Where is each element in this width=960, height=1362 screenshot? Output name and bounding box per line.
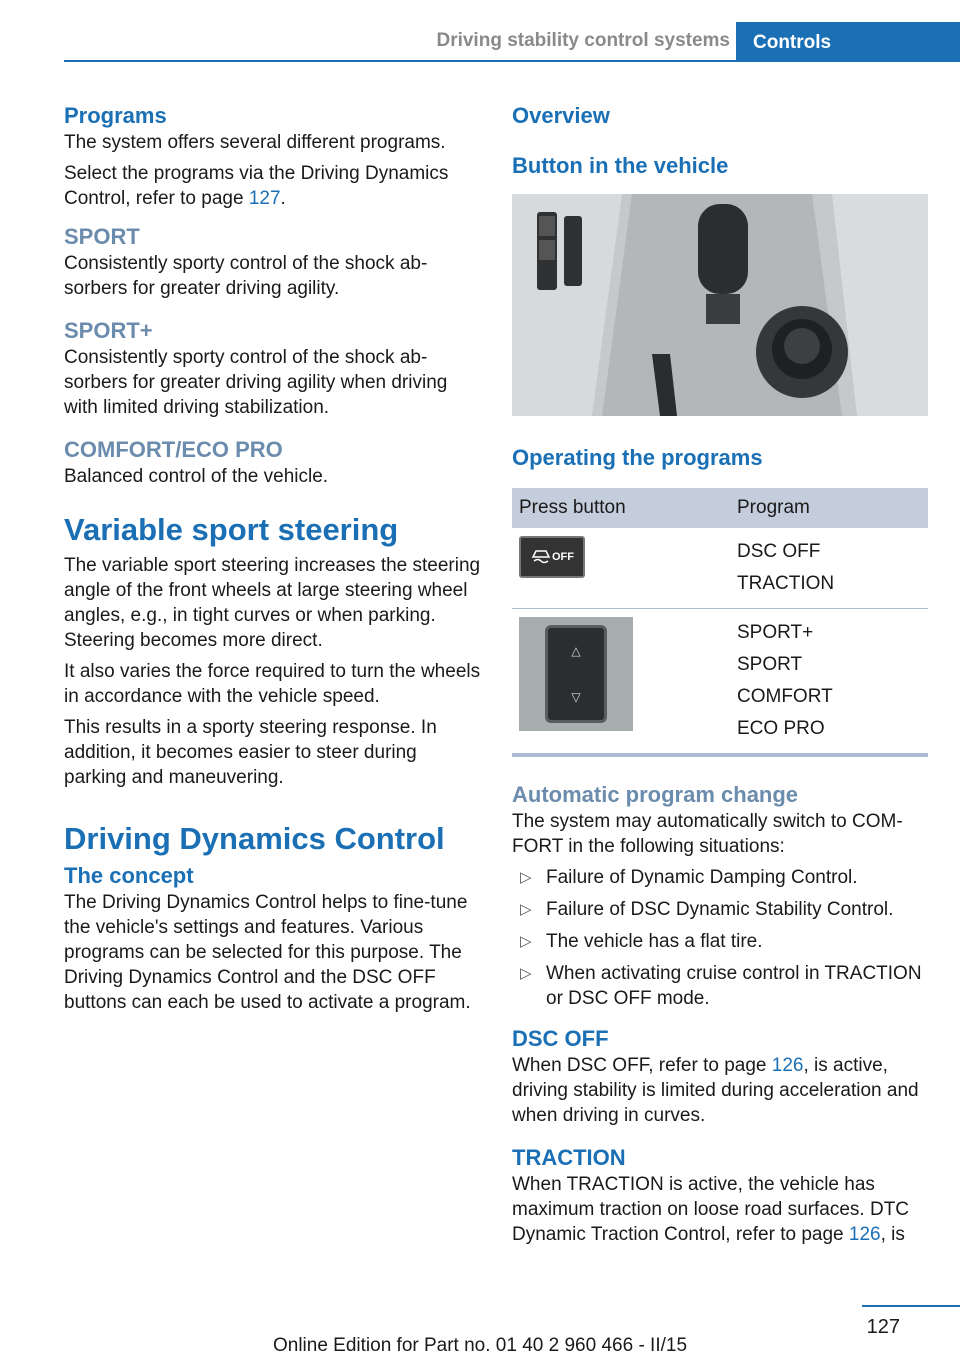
dsc-off-button: OFF — [519, 536, 585, 578]
program-traction: TRACTION — [737, 573, 835, 594]
situations-list — [512, 865, 930, 1011]
console-illustration-icon — [512, 194, 928, 416]
footer-rule — [862, 1305, 960, 1307]
program-eco-pro: ECO PRO — [737, 718, 825, 739]
triangle-bullet-icon: ▷ — [520, 869, 532, 886]
programs-intro: The system offers several different programs. — [64, 132, 446, 153]
page-link-127[interactable]: 127 — [248, 188, 281, 209]
page-link-126[interactable]: 126 — [848, 1224, 881, 1245]
list-item: ▷ When activating cruise control in TRACTION or DSC OFF mode. — [520, 963, 922, 1009]
page-number: 127 — [866, 1316, 900, 1338]
header-rule — [64, 60, 960, 62]
program-sport: SPORT — [737, 654, 803, 675]
vehicle-console-photo — [512, 194, 928, 416]
sportplus-text: Consistently sporty control of the shock absorbers for greater driving agility when driving with limited driving stabilization. — [64, 347, 448, 418]
list-item: ▷ Failure of Dynamic Damping Control. — [520, 867, 858, 888]
operating-programs-heading: Operating the programs — [512, 445, 763, 470]
button-in-vehicle-heading: Button in the vehicle — [512, 153, 729, 178]
program-comfort: COMFORT — [737, 686, 833, 707]
header-chapter-tab: Controls — [736, 22, 960, 62]
page-link-126[interactable]: 126 — [771, 1055, 804, 1076]
programs-table — [512, 488, 928, 757]
dsc-off-heading: DSC OFF — [512, 1026, 609, 1051]
sportplus-heading: SPORT+ — [64, 318, 153, 343]
automatic-program-change-heading: Automatic program change — [512, 782, 799, 807]
edition-footer: Online Edition for Part no. 01 40 2 960 466 - II/15 — [272, 1335, 688, 1356]
comfort-heading: COMFORT/ECO PRO — [64, 437, 283, 462]
driving-dynamics-control-heading: Driving Dynamics Control — [64, 821, 445, 856]
table-row — [512, 528, 928, 609]
traction-text: When TRACTION is active, the vehicle has maximum traction on loose road surfaces. DTC Dynamic Traction Control, refer to page 126, is — [512, 1174, 910, 1245]
sport-heading: SPORT — [64, 224, 140, 249]
variable-sport-steering-heading: Variable sport steering — [64, 512, 399, 547]
list-item: ▷ The vehicle has a flat tire. — [520, 931, 763, 952]
car-skid-icon — [530, 547, 552, 567]
dsc-off-text: When DSC OFF, refer to page 126, is active, driving stability is limited during acceleration and when driving in curves. — [512, 1055, 919, 1126]
table-header-row — [512, 488, 928, 528]
table-header-press-button: Press button — [512, 488, 730, 528]
comfort-text: Balanced control of the vehicle. — [64, 466, 329, 487]
right-column — [512, 102, 930, 1253]
triangle-up-icon: △ — [571, 644, 581, 658]
vss-paragraph-1: The variable sport steering increases the steering angle of the front wheels at large steering wheel angles, e.g., in tight curves or when parking. Steering becomes more direct. — [64, 555, 481, 651]
vss-paragraph-2: It also varies the force required to turn the wheels in accordance with the vehicle speed. — [64, 661, 481, 707]
programs-heading: Programs — [64, 103, 167, 128]
triangle-bullet-icon: ▷ — [520, 933, 532, 950]
vss-paragraph-3: This results in a sporty steering response. In addition, it becomes easier to steer during parking and maneuvering. — [64, 717, 437, 788]
programs-select-text: Select the programs via the Driving Dynamics Control, refer to page 127. — [64, 163, 449, 209]
program-dsc-off: DSC OFF — [737, 541, 821, 562]
driving-dynamics-rocker-switch — [519, 617, 633, 731]
concept-text: The Driving Dynamics Control helps to fine-tune the vehicle's settings and features. Various programs can be selected for this purpose. The Driving Dynamics Control and the DSC OFF buttons can each be used to activate a program. — [64, 892, 471, 1013]
table-row — [512, 609, 928, 756]
left-column — [64, 102, 484, 1021]
automatic-program-change-text: The system may automatically switch to COMFORT in the following situations: — [512, 811, 903, 857]
list-item: ▷ Failure of DSC Dynamic Stability Control. — [520, 899, 894, 920]
triangle-down-icon: ▽ — [571, 690, 581, 704]
triangle-bullet-icon: ▷ — [520, 965, 532, 982]
concept-heading: The concept — [64, 863, 194, 888]
traction-heading: TRACTION — [512, 1145, 626, 1170]
program-sport-plus: SPORT+ — [737, 622, 814, 643]
triangle-bullet-icon: ▷ — [520, 901, 532, 918]
header-section-title: Driving stability control systems — [436, 30, 730, 51]
overview-heading: Overview — [512, 103, 610, 128]
sport-text: Consistently sporty control of the shock absorbers for greater driving agility. — [64, 253, 428, 299]
table-header-program: Program — [730, 488, 928, 528]
